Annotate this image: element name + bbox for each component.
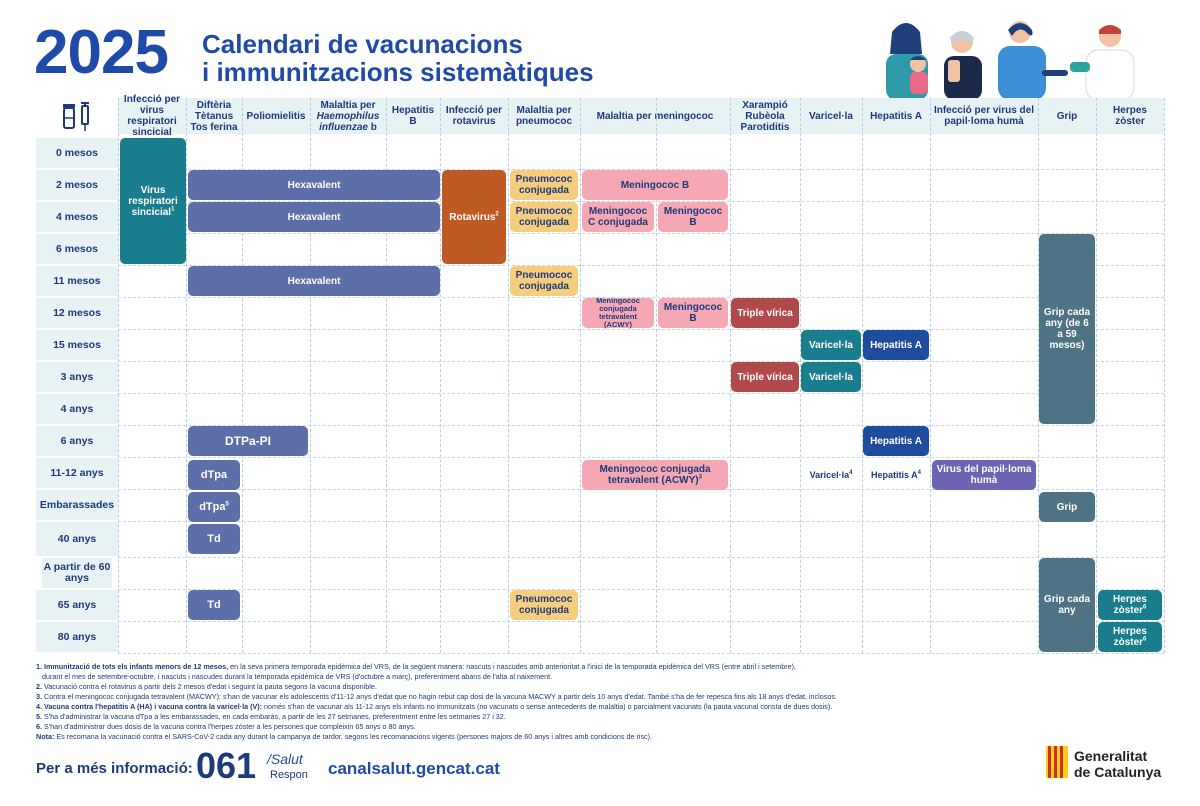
vaccine-varicella-3a: Varicel·la [801,362,861,392]
website-link[interactable]: canalsalut.gencat.cat [328,759,500,778]
vaccine-grip-child: Grip cada any (de 6 a 59 mesos) [1039,234,1095,424]
vaccine-macwy-12m: Meningococ conjugada tetravalent (ACWY) [582,298,654,328]
vaccine-rotavirus: Rotavirus$^2$ [442,170,506,264]
column-header-polio: Poliomielitis [242,98,310,134]
age-label: 2 mesos [36,170,118,200]
vaccine-hexavalent-4m: Hexavalent [188,202,440,232]
vaccine-herpes-80: Herpes zòster$^6$ [1098,622,1162,652]
age-label: 11-12 anys [36,458,118,488]
title-line-1: Calendari de vacunacions [202,29,523,59]
vaccine-hexavalent-11m: Hexavalent [188,266,440,296]
generalitat-logo-icon [1046,746,1068,778]
vaccine-dtpa-pregnant: dTpa$^5$ [188,492,240,522]
age-label: 12 mesos [36,298,118,328]
salut-label: /Salut [267,751,303,767]
column-header-hib-part3: b [370,121,377,133]
column-header-herpes: Herpes zòster [1096,98,1164,134]
age-label: 65 anys [36,590,118,620]
generalitat-name-1: Generalitat [1074,748,1148,764]
column-header-hepa: Hepatitis A [862,98,930,134]
age-label: 0 mesos [36,138,118,168]
vaccine-varicella-11: $Varicel\cdot la^4$ [809,470,853,480]
title-line-2: i immunitzacions sistemàtiques [202,57,594,87]
age-label: A partir de 60 anys [42,558,112,588]
column-header-hib-part1: Malaltia per [320,99,376,111]
column-header-meningococ: Malaltia per meningococ [580,98,730,134]
column-header-rotavirus: Infecció per rotavirus [440,98,508,134]
vaccine-triple-3a: Triple vírica [731,362,799,392]
vaccine-td-40: Td [188,524,240,554]
vaccine-meningococ-b-2m: Meningococ B [582,170,728,200]
column-header-vrs: Infecció per virus respiratori sincicial [118,98,186,134]
vaccine-varicella-15m: Varicel·la [801,330,861,360]
footnote: 3. Contra el meningococ conjugada tetravalent (MACWY): s'han de vacunar els adolescents d'11-12 anys d'edat que no hagin rebut cap dosi de la vacuna MACWY a partir dels 10 anys d'edat. També s'ha de fer repesca fins als 18 anys d'edat, inclosos. [36,692,837,701]
age-label: 11 mesos [36,266,118,296]
vaccine-dtpa-11: dTpa [188,460,240,490]
age-label: 15 mesos [36,330,118,360]
more-info-label: Per a més informació: [36,760,193,777]
age-label: 4 anys [36,394,118,424]
footnote: 5. S'ha d'administrar la vacuna dTpa a les embarassades, en cada embaràs, a partir de les 27 setmanes, preferentment entre les setmanes 27 i 32. [36,712,506,721]
respon-label: Respon [270,769,308,781]
footnote: 4. Vacuna contra l'hepatitis A (HA) i vacuna contra la varicel·la (V): només s'han de vacunar als 11-12 anys els infants no immunitzats (no vacunats o sense antecedents de malaltia) o parcialment vacunats (la pauta vacunal consta de dues dosis). [36,702,833,711]
footnotes [36,662,936,742]
column-header-pneumococ: Malaltia per pneumococ [508,98,580,134]
age-label: 80 anys [36,622,118,652]
vaccine-meningococ-b-12m: Meningococ B [658,298,728,328]
vaccine-triple-12m: Triple vírica [731,298,799,328]
vaccine-pneumococ-4m: Pneumococ conjugada [510,202,578,232]
footnote: Nota: Es recomana la vacunació contra el SARS-CoV-2 cada any durant la campanya de tardor, segons les recomanacions vigents (persones majors de 60 anys i altres amb condicions de risc). [36,732,653,741]
age-label: 6 mesos [36,234,118,264]
year-title: 2025 [34,18,168,87]
column-header-vph: Infecció per virus del papil·loma humà [930,98,1038,134]
footnote: durant el mes de setembre-octubre, i nascuts i nascudes durant la temporada epidèmica de VRS (d'octubre a març), preferentment abans de l'alta al naixement. [42,672,553,681]
column-header-dtp: Diftèria Tètanus Tos ferina [186,98,242,134]
vaccine-td-65: Td [188,590,240,620]
age-label: 6 anys [36,426,118,456]
vaccine-vph: Virus del papil·loma humà [932,460,1036,490]
vaccine-pneumococ-65: Pneumococ conjugada [510,590,578,620]
vaccine-dtpapi: DTPa-PI [188,426,308,456]
vaccine-hepa-6a: Hepatitis A [863,426,929,456]
age-label: Embarassades [36,490,118,520]
vaccine-grip-adult: Grip cada any [1039,558,1095,652]
age-label: 4 mesos [36,202,118,232]
vaccine-vrs: Virus respiratori sincicial$^1$ [120,138,186,264]
vaccine-macwy-11: Meningococ conjugada tetravalent (ACWY)$^3$ [582,460,728,490]
footnote: 2. Vacunació contra el rotavirus a partir dels 2 mesos d'edat i seguint la pauta segons la vacuna disponible. [36,682,377,691]
footnote: 6. S'han d'administrar dues dosis de la vacuna contra l'herpes zòster a les persones que compleixin 65 anys o 80 anys. [36,722,416,731]
column-header-triple: Xarampió Rubèola Parotiditis [730,98,800,134]
vaccine-hexavalent-2m: Hexavalent [188,170,440,200]
age-label: 40 anys [36,522,118,556]
vaccine-grip-pregnant: Grip [1039,492,1095,522]
column-header-hib-part2: Haemophilus influenzae [316,110,380,133]
vaccine-meningococ-b-4m: Meningococ B [658,202,728,232]
vaccine-pneumococ-2m: Pneumococ conjugada [510,170,578,200]
vaccine-pneumococ-11m: Pneumococ conjugada [510,266,578,296]
column-header-varicella: Varicel·la [800,98,862,134]
vaccine-herpes-65: Herpes zòster$^6$ [1098,590,1162,620]
family-vaccination-illustration [872,14,1172,100]
page-title [202,30,594,86]
vaccine-meningococ-c: Meningococ C conjugada [582,202,654,232]
generalitat-name-2: de Catalunya [1074,764,1162,780]
footnote: 1. Immunització de tots els infants menors de 12 mesos, en la seva primera temporada epidèmica del VRS, de la següent manera: nascuts i nascudes amb anterioritat a l'inici de la temporada epidèmica del VRS (entre abril i setembre), [36,662,797,671]
column-header-hib [310,98,386,134]
vaccine-hepa-11: Hepatitis $A^4$ [870,470,922,480]
vaccine-vial-syringe-icon [58,100,96,132]
phone-061[interactable]: 061 [196,745,257,786]
vaccine-hepa-15m: Hepatitis A [863,330,929,360]
column-header-grip: Grip [1038,98,1096,134]
age-label: 3 anys [36,362,118,392]
column-header-hepb: Hepatitis B [386,98,440,134]
